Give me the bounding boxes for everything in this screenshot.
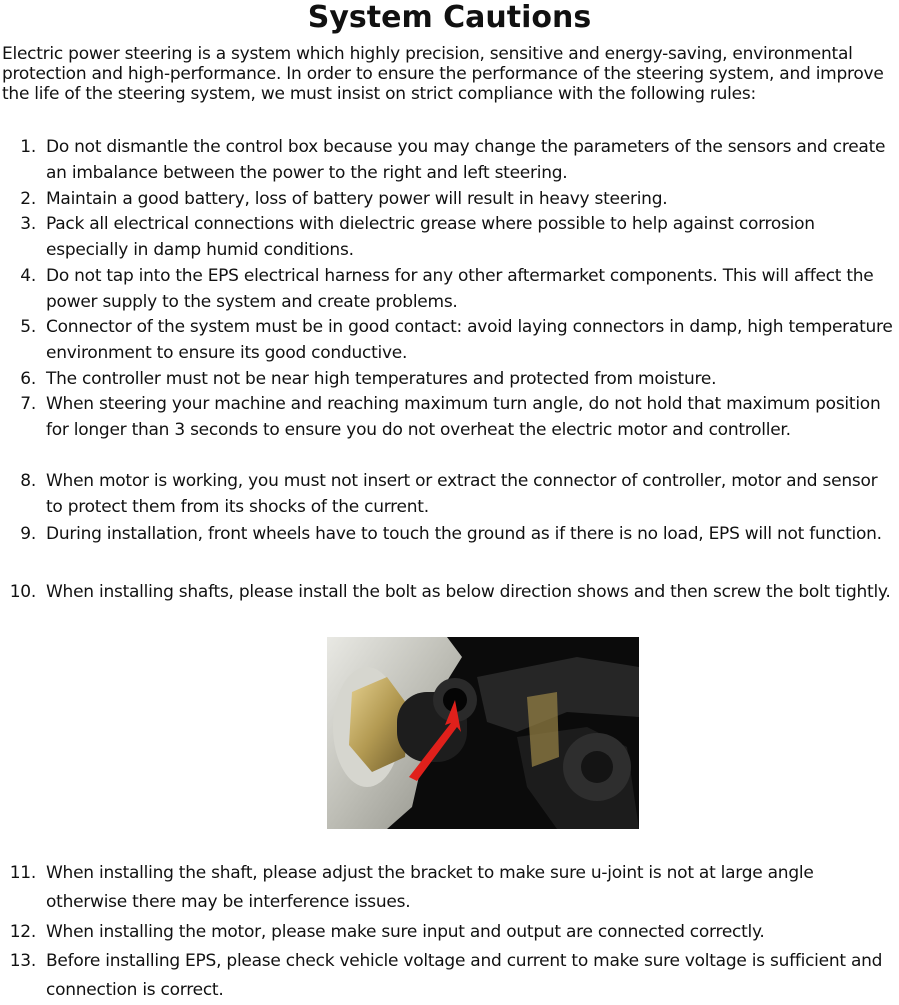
bolt-photo-illustration (327, 637, 639, 829)
intro-paragraph: Electric power steering is a system which highly precision, sensitive and energy-saving, environmental protection and high-performance. In order to ensure the performance of the steering system, and improve the life of the steering system, we must insist on strict compliance with the following rules: (2, 44, 884, 104)
list-text: Pack all electrical connections with dielectric grease where possible to help against corrosion especially in damp humid conditions. (46, 214, 815, 260)
list-text: When installing shafts, please install the bolt as below direction shows and then screw the bolt tightly. (46, 582, 891, 602)
list-number: 2. (20, 189, 36, 209)
list-number: 8. (20, 471, 36, 491)
list-number: 13. (9, 951, 36, 971)
list-text: When motor is working, you must not insert or extract the connector of controller, motor and sensor to protect them from its shocks of the current. (46, 471, 878, 517)
list-number: 9. (20, 524, 36, 544)
list-text: During installation, front wheels have to touch the ground as if there is no load, EPS will not function. (46, 524, 882, 544)
list-number: 10. (9, 582, 36, 602)
list-text: When installing the motor, please make sure input and output are connected correctly. (46, 922, 765, 942)
list-number: 6. (20, 369, 36, 389)
list-number: 4. (20, 266, 36, 286)
list-text: Do not dismantle the control box because you may change the parameters of the sensors and create an imbalance between the power to the right and left steering. (46, 137, 886, 183)
list-text: The controller must not be near high temperatures and protected from moisture. (46, 369, 717, 389)
list-number: 7. (20, 394, 36, 414)
list-text: When installing the shaft, please adjust the bracket to make sure u-joint is not at large angle otherwise there may be interference issues. (46, 863, 814, 912)
list-text: Connector of the system must be in good contact: avoid laying connectors in damp, high temperature environment to ensure its good conductive. (46, 317, 893, 363)
list-number: 5. (20, 317, 36, 337)
list-text: When steering your machine and reaching maximum turn angle, do not hold that maximum position for longer than 3 seconds to ensure you do not overheat the electric motor and controller. (46, 394, 881, 440)
list-text: Maintain a good battery, loss of battery power will result in heavy steering. (46, 189, 668, 209)
list-text: Do not tap into the EPS electrical harness for any other aftermarket components. This will affect the power supply to the system and create problems. (46, 266, 874, 312)
list-text: Before installing EPS, please check vehicle voltage and current to make sure voltage is sufficient and connection is correct. (46, 951, 883, 1000)
list-number: 1. (20, 137, 36, 157)
bolt-installation-photo (327, 637, 639, 829)
list-number: 11. (9, 863, 36, 883)
list-number: 12. (9, 922, 36, 942)
list-number: 3. (20, 214, 36, 234)
page-title: System Cautions (307, 0, 592, 35)
